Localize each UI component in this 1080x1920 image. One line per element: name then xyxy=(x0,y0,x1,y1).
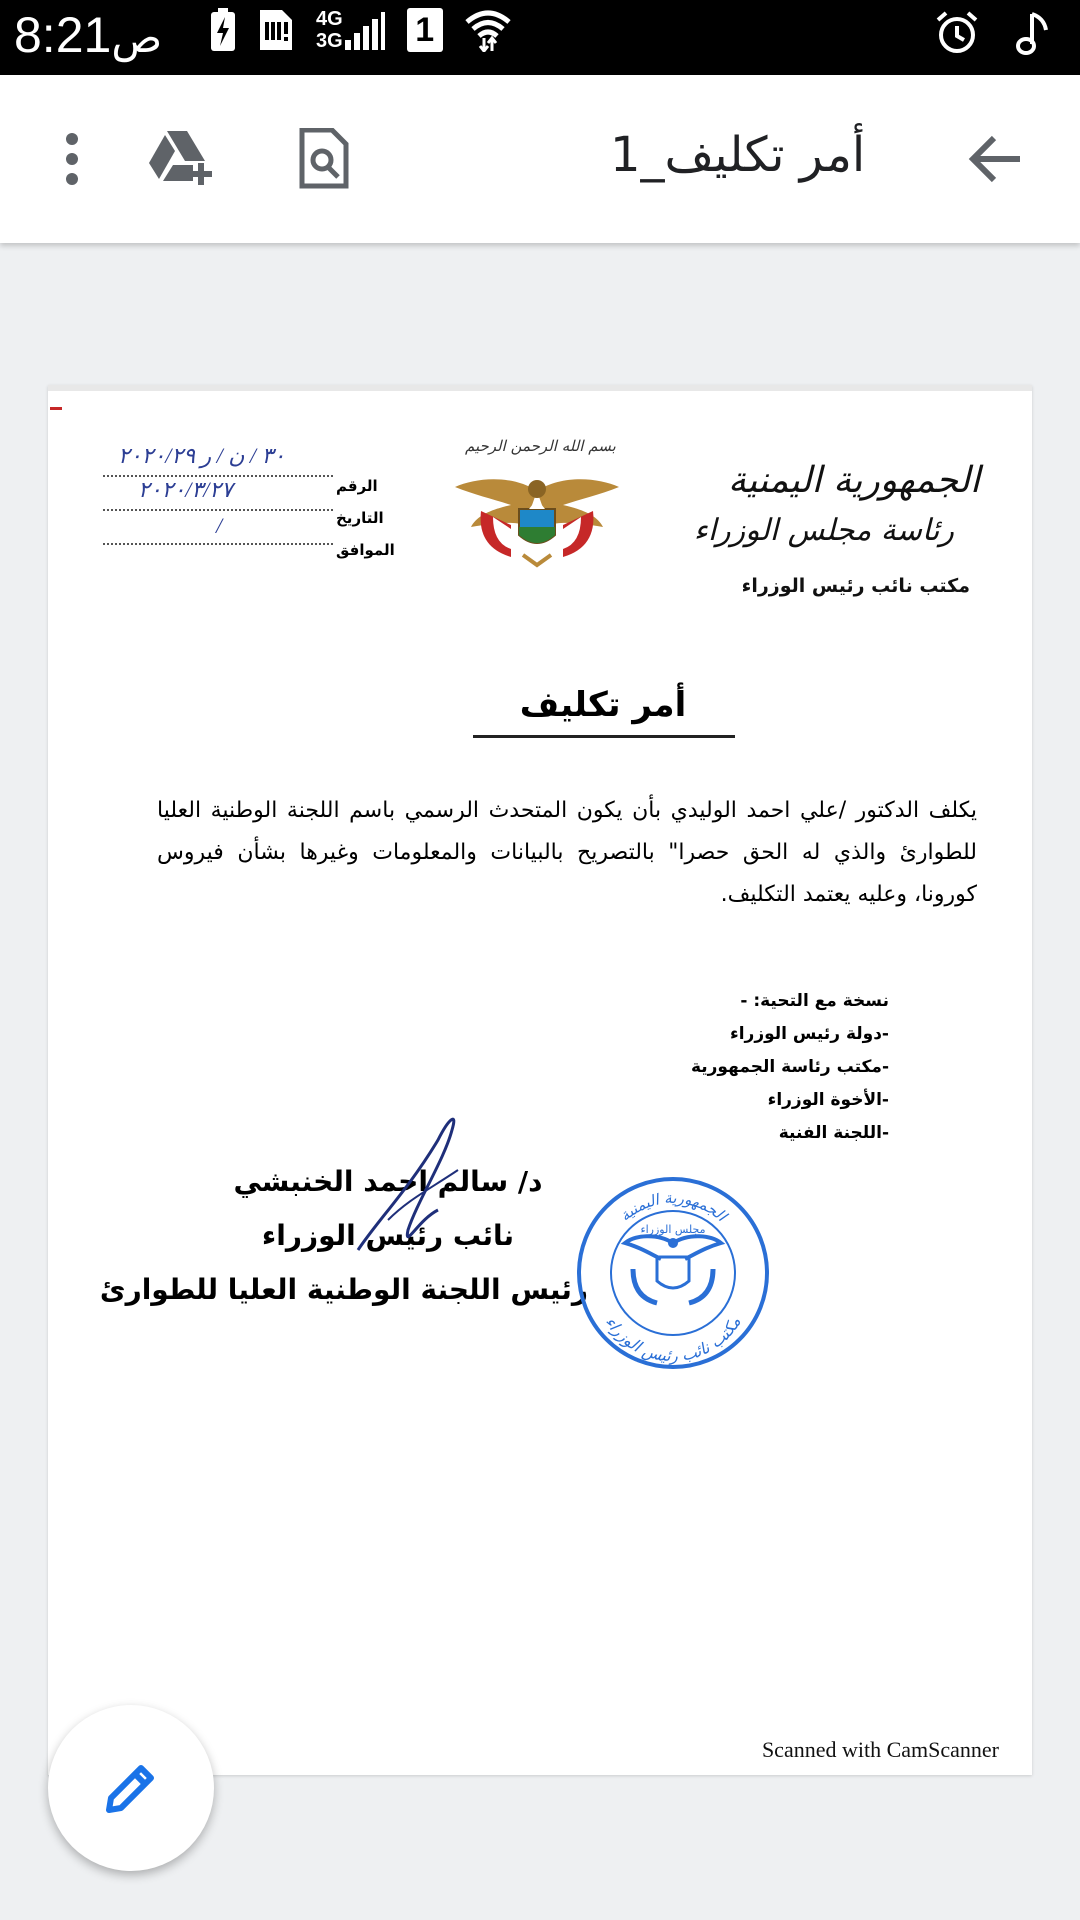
basmala: بسم الله الرحمن الرحيم xyxy=(465,437,616,455)
page-scan-mark xyxy=(50,407,62,410)
order-title-underline xyxy=(473,735,735,738)
status-bar xyxy=(0,0,1080,75)
ref-corresponding-label: الموافق xyxy=(336,541,395,559)
order-body: يكلف الدكتور /علي احمد الوليدي بأن يكون المتحدث الرسمي باسم اللجنة الوطنية العليا للطوارئ والذي له الحق حصرا" بالتصريح بالبيانات والمعلومات وغيرها بشأن فيروس كورونا، وعليه يعتمد التكليف. xyxy=(157,798,977,907)
music-note-icon xyxy=(1016,10,1052,56)
ref-date-value: ٢٠٢٠/٣/٢٧ xyxy=(138,477,233,502)
edit-pencil-icon xyxy=(101,1758,161,1818)
find-in-page-icon xyxy=(298,128,350,190)
svg-text:مكتب نائب رئيس الوزراء xyxy=(601,1313,744,1365)
alarm-icon xyxy=(934,10,980,56)
sim-alert-icon xyxy=(258,8,294,52)
official-stamp xyxy=(573,1173,773,1373)
ref-number-label: الرقم xyxy=(336,477,378,495)
ref-number-value: ٣٠ / ن / ر ٢٠٢٠/٢٩ xyxy=(118,443,286,468)
find-in-page-button[interactable] xyxy=(284,119,364,199)
status-time xyxy=(14,6,172,64)
add-to-drive-icon xyxy=(145,129,215,189)
app-bar xyxy=(0,75,1080,243)
copy-item: -دولة رئيس الوزراء xyxy=(730,1024,889,1044)
network-4g: 4G xyxy=(316,8,343,30)
status-ampm: ص xyxy=(111,14,163,61)
more-vert-icon xyxy=(64,133,80,185)
stamp-bottom-text: مكتب نائب رئيس الوزراء xyxy=(601,1313,745,1366)
stamp-middle-text: مجلس الوزراء xyxy=(640,1223,706,1236)
wifi-icon xyxy=(465,8,511,52)
handwritten-signature xyxy=(348,1100,498,1270)
arrow-back-icon xyxy=(968,134,1022,184)
copy-item: -اللجنة الفنية xyxy=(778,1123,889,1143)
add-to-drive-button[interactable] xyxy=(140,119,220,199)
copy-item: -الأخوة الوزراء xyxy=(767,1090,889,1110)
status-clock: 8:21 xyxy=(14,7,112,63)
back-button[interactable] xyxy=(955,119,1035,199)
stamp-top-text: الجمهورية اليمنية xyxy=(616,1188,731,1225)
page-scan-edge xyxy=(48,385,1032,391)
network-3g: 3G xyxy=(316,30,343,52)
order-title: أمر تكليف xyxy=(519,685,687,725)
signatory-committee: رئيس اللجنة الوطنية العليا للطوارئ xyxy=(99,1273,588,1306)
yemen-emblem xyxy=(453,469,621,569)
document-page[interactable] xyxy=(48,385,1032,1775)
charging-icon xyxy=(210,8,236,52)
edit-fab[interactable] xyxy=(48,1705,214,1871)
more-options-button[interactable] xyxy=(32,119,112,199)
header-republic: الجمهورية اليمنية xyxy=(727,460,980,501)
ref-date-label: التاريخ xyxy=(336,509,384,527)
copies-list xyxy=(691,985,889,1150)
copies-heading: نسخة مع التحية: - xyxy=(740,991,889,1011)
header-presidency-cabinet: رئاسة مجلس الوزراء xyxy=(693,513,954,548)
ref-corresponding-value: / xyxy=(216,513,223,538)
copy-item: -مكتب رئاسة الجمهورية xyxy=(690,1057,889,1077)
svg-text:الجمهورية اليمنية xyxy=(616,1189,731,1226)
status-icons-left xyxy=(210,8,511,52)
scanner-watermark: Scanned with CamScanner xyxy=(761,1737,999,1762)
document-title: أمر تكليف_1 xyxy=(610,127,866,183)
signal-icon xyxy=(345,12,385,52)
signatory-name: د/ سالم احمد الخنبشي xyxy=(233,1165,543,1198)
sim-1-icon xyxy=(407,8,443,52)
sim-slot-number: 1 xyxy=(415,10,435,49)
status-icons-right xyxy=(934,10,1052,56)
header-deputy-office: مكتب نائب رئيس الوزراء xyxy=(741,575,970,597)
signatory-role: نائب رئيس الوزراء xyxy=(261,1219,515,1252)
